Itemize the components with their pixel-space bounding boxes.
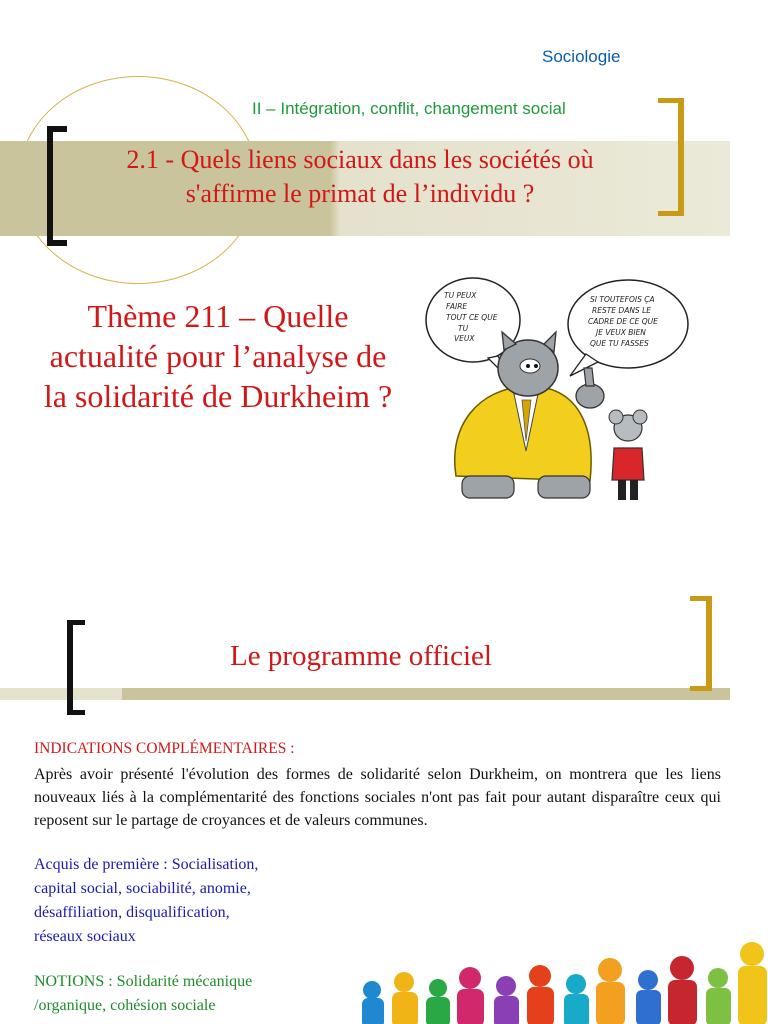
- indications-label: INDICATIONS COMPLÉMENTAIRES :: [34, 740, 295, 757]
- bubble-right-line: RESTE DANS LE: [592, 306, 651, 315]
- acquis-list: [34, 853, 334, 949]
- left-bracket-bottom: [67, 620, 85, 715]
- programme-title: Le programme officiel: [230, 640, 492, 672]
- mouse-character: [609, 410, 647, 500]
- acquis-line: désaffiliation, disqualification,: [34, 904, 230, 921]
- notions-line: NOTIONS : Solidarité mécanique: [34, 973, 253, 990]
- notions-block: [34, 970, 324, 1018]
- bubble-right-line: SI TOUTEFOIS ÇA: [590, 295, 655, 304]
- bubble-left-line: TU PEUX: [444, 291, 477, 300]
- crowd-figures: [362, 942, 767, 1024]
- bubble-right-line: JE VEUX BIEN: [596, 328, 646, 337]
- bubble-left-line: FAIRE: [446, 302, 468, 311]
- notions-line: /organique, cohésion sociale: [34, 997, 216, 1014]
- left-bracket-top: [47, 126, 67, 246]
- acquis-line: réseaux sociaux: [34, 928, 136, 945]
- bubble-right-line: CADRE DE CE QUE: [588, 317, 658, 326]
- acquis-line: capital social, sociabilité, anomie,: [34, 880, 251, 897]
- acquis-line: Acquis de première : Socialisation,: [34, 856, 259, 873]
- bubble-left-line: TOUT CE QUE: [446, 313, 498, 322]
- bubble-right-line: QUE TU FASSES: [590, 339, 649, 348]
- bubble-left-line: VEUX: [454, 334, 475, 343]
- crowd-illustration: [358, 940, 768, 1024]
- subject-label: Sociologie: [542, 47, 621, 66]
- right-bracket-top: [658, 98, 684, 216]
- bubble-left-line: TU: [458, 324, 469, 333]
- chapter-title: 2.1 - Quels liens sociaux dans les sociétés où s'affirme le primat de l’individu ?: [126, 145, 594, 208]
- programme-band: [0, 688, 730, 700]
- right-bracket-bottom: [690, 596, 712, 691]
- indications-text: Après avoir présenté l'évolution des formes de solidarité selon Durkheim, on montrera que les liens nouveaux liés à la complémentarité des fonctions sociales n'ont pas fait pour autant disparaître ceux qui reposent sur le partage de croyances et de valeurs communes.: [34, 766, 721, 829]
- cartoon-illustration: [418, 276, 696, 512]
- section-label: II – Intégration, conflit, changement social: [252, 99, 566, 118]
- theme-title: Thème 211 – Quelle actualité pour l’analyse de la solidarité de Durkheim ?: [43, 298, 393, 414]
